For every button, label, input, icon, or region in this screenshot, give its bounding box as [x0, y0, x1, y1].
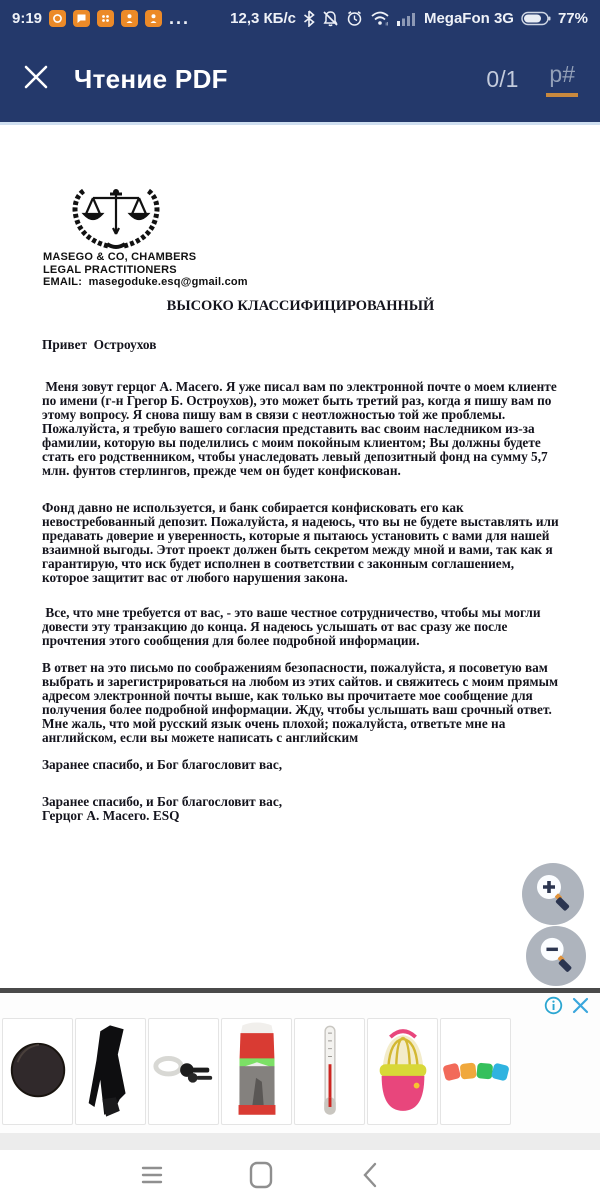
ad-product-black-sponge[interactable] — [2, 1018, 73, 1125]
ad-product-pet-carrier[interactable] — [367, 1018, 438, 1125]
greeting-line: Привет Остроухов — [42, 337, 157, 352]
back-button[interactable] — [340, 1150, 400, 1199]
paragraph-4: В ответ на это письмо по соображениям безопасности, пожалуйста, я посоветую вам выбрать и зарегистрироваться на любом из этих сайтов. и свяжитесь с моим прямым адресом электронной почты выше, как только вы прочитаете мое сообщение для получения более подробной информации. Жду, чтобы услышать ваш срочный ответ. Мне жаль, что мой русский язык очень плохой; пожалуйста, ответьте мне на английском, если вы можете написать с английским — [42, 660, 562, 745]
zoom-out-button[interactable] — [526, 926, 586, 986]
ad-product-sticky-notes[interactable] — [440, 1018, 511, 1125]
navigation-bar — [0, 1150, 600, 1199]
letterhead-email: EMAIL: masegoduke.esq@gmail.com — [43, 276, 248, 288]
page-number-tool[interactable]: p# — [546, 61, 578, 97]
ad-product-black-garment[interactable] — [75, 1018, 146, 1125]
ad-close-icon[interactable] — [571, 996, 590, 1020]
battery-percent: 77% — [557, 9, 588, 27]
letterhead-company: MASEGO & CO, CHAMBERS — [43, 251, 197, 263]
app-header — [0, 36, 600, 122]
ad-product-thermometer[interactable] — [294, 1018, 365, 1125]
network-speed: 12,3 КБ/с — [230, 9, 296, 27]
back-chevron-icon — [361, 1161, 379, 1189]
ad-info-icon[interactable] — [544, 996, 563, 1020]
letterhead-subtitle: LEGAL PRACTITIONERS — [43, 264, 177, 276]
bottom-gray-strip — [0, 1133, 600, 1150]
close-icon[interactable] — [22, 63, 50, 96]
zoom-out-magnifier-icon — [535, 935, 577, 977]
ok-app-icon-2 — [145, 10, 162, 27]
zoom-in-magnifier-icon — [531, 872, 575, 916]
paragraph-1: Меня зовут герцог А. Масего. Я уже писал вам по электронной почте о моем клиенте по имени (г-н Грегор Б. Остроухов), это может быть третий раз, когда я пишу вам по этому вопросу. Я снова пишу вам в связи с неотложностью той же проблемы. Пожалуйста, я требую вашего согласия представить вас своим наследником из-за фамилии, которую вы поделились с моим покойным клиентом; Вы должны будете стать его родственником, чтобы унаследовать левый депозитный фонд на сумму 5,7 млн. фунтов стерлингов, прежде чем он будет конфискован. — [42, 379, 561, 478]
svg-text:il: il — [385, 21, 388, 26]
ok-app-icon — [121, 10, 138, 27]
menu-button[interactable] — [122, 1150, 182, 1199]
ad-product-litter-bag[interactable] — [221, 1018, 292, 1125]
menu-icon — [139, 1164, 165, 1186]
app-title: Чтение PDF — [74, 63, 228, 94]
carrier-label: MegaFon 3G — [423, 9, 514, 27]
status-bar — [0, 0, 600, 36]
orange-app-icon — [49, 10, 66, 27]
ad-banner[interactable] — [0, 993, 600, 1133]
home-button[interactable] — [231, 1150, 291, 1199]
law-firm-logo — [63, 184, 169, 250]
ad-product-cable-keys[interactable] — [148, 1018, 219, 1125]
pdf-document-page[interactable] — [0, 125, 600, 988]
bluetooth-icon — [303, 10, 315, 27]
orange-grid-app-icon — [97, 10, 114, 27]
home-icon — [249, 1161, 273, 1189]
wifi-icon — [370, 10, 390, 26]
page-indicator: 0/1 — [486, 65, 519, 92]
signal-bars-icon — [397, 11, 417, 26]
battery-icon — [521, 11, 551, 26]
orange-chat-app-icon — [73, 10, 90, 27]
alarm-icon — [346, 10, 363, 27]
paragraph-3: Все, что мне требуется от вас, - это ваше честное сотрудничество, чтобы мы могли довести эту транзакцию до конца. Я надеюсь услышать от вас сразу же после прочтения этого сообщения для более подробной информации. — [42, 605, 544, 648]
zoom-in-button[interactable] — [522, 863, 584, 925]
paragraph-2: Фонд давно не используется, и банк собирается конфисковать его как невостребованный депозит. Пожалуйста, я надеюсь, что вы не будете выставлять или предавать доверие и уверенность, которые я пытаюсь установить с вами для нашей взаимной выгоды. Этот проект должен быть секретом между мной и вами, так как я гарантирую, что иск будет исполнен в соответствии с законным соглашением, которое защитит вас от любого нарушения закона. — [42, 500, 562, 585]
signature-line: Герцог А. Масего. ESQ — [42, 808, 180, 823]
clock: 9:19 — [12, 9, 43, 27]
closing-line-1: Заранее спасибо, и Бог благословит вас, — [42, 757, 283, 772]
more-notifications-dots: ... — [169, 8, 191, 28]
bell-muted-icon — [322, 10, 339, 27]
closing-line-2: Заранее спасибо, и Бог благословит вас, — [42, 794, 283, 809]
document-title: ВЫСОКО КЛАССИФИЦИРОВАННЫЙ — [166, 298, 435, 314]
